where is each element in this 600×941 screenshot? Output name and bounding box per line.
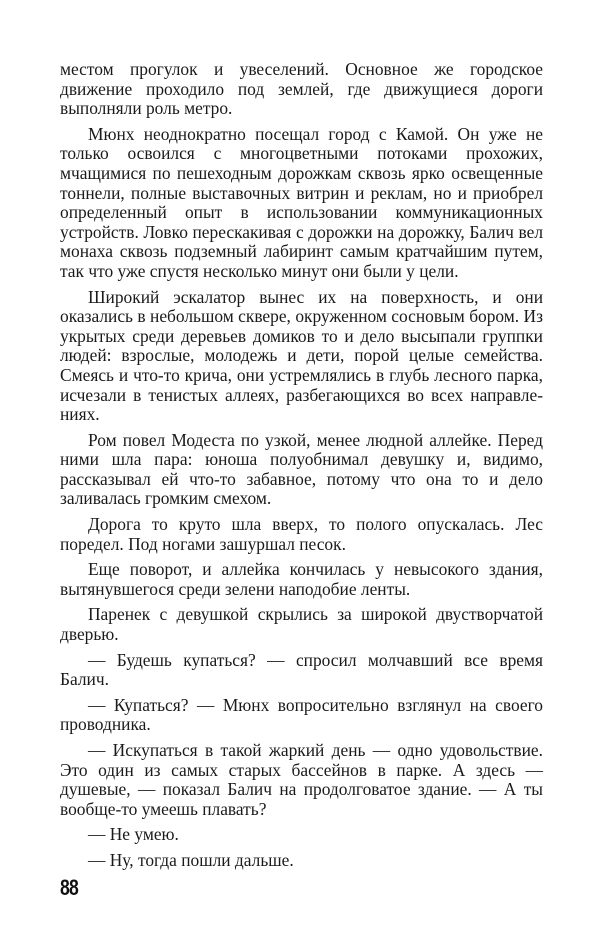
paragraph: местом прогулок и увеселений. Основное же городское движение проходило под землей, где движущиеся дороги выполняли роль метро.: [60, 59, 543, 119]
page-number: 88: [60, 875, 78, 900]
paragraph: Мюнх неоднократно посещал город с Камой. Он уже не только освоился с многоцветными потоками прохожих, мчащимися по пешеходным дорожкам сквозь ярко освещенные тоннели, полные выставочных витрин и реклам, но и приобрел определенный опыт в использовании коммуникационных устройств. Ловко перескакивая с дорожки на дорожку, Балич вел монаха сквозь подземный лабиринт самым кратчайшим путем, так что уже спустя несколько минут они были у цели.: [60, 123, 543, 281]
paragraph: Еще поворот, и аллейка кончилась у невысокого здания, вытянувшегося среди зелени наподобие ленты.: [60, 559, 543, 599]
paragraph: Ром повел Модеста по узкой, менее людной аллейке. Перед ними шла пара: юноша полуобнимал девушку и, видимо, рассказывал ей что-то забавное, потому что она то и дело заливалась громким смехом.: [60, 429, 543, 509]
paragraph: Широкий эскалатор вынес их на поверхность, и они оказались в небольшом сквере, окруженном сосновым бором. Из укрытых среди деревьев домиков то и дело высыпали группки людей: взрослые, молодежь и дети, порой целые семейства. Смеясь и что-то крича, они устремлялись в глубь лесного парка, исчезали в тенистых аллеях, разбегающихся во всех направлениях.: [60, 286, 543, 425]
paragraph: Паренек с девушкой скрылись за широкой двустворчатой дверью.: [60, 604, 543, 645]
paragraph: — Искупаться в такой жаркий день — одно удовольствие. Это один из самых старых бассейнов в парке. А здесь — душевые, — показал Балич на продолговатое здание. — А ты вообще-то умеешь плавать?: [60, 740, 543, 819]
paragraph: — Купаться? — Мюнх вопросительно взглянул на своего проводника.: [60, 694, 543, 735]
page-text-body: [60, 60, 543, 877]
paragraph: Дорога то круто шла вверх, то полого опускалась. Лес поредел. Под ногами зашуршал песок.: [60, 514, 543, 554]
paragraph: — Будешь купаться? — спросил молчавший все время Балич.: [60, 649, 543, 690]
paragraph: — Ну, тогда пошли дальше.: [88, 849, 294, 870]
paragraph: — Не умею.: [88, 824, 179, 845]
